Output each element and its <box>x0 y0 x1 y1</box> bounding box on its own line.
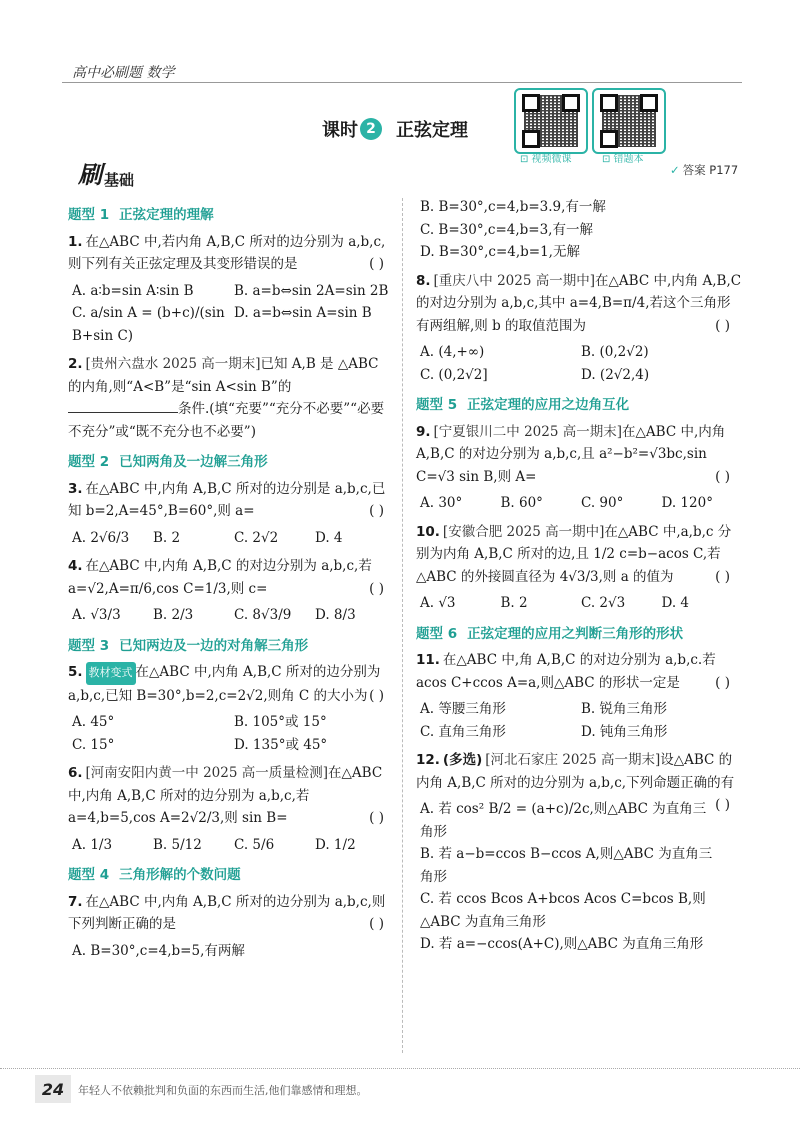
option-c: C. 若 ccos Bcos A+bcos Acos C=bcos B,则△ABC 为直角三角形 <box>420 891 706 930</box>
topic-heading: 题型 6 正弦定理的应用之判断三角形的形状 <box>416 625 684 642</box>
option-b: B. (0,2√2) <box>581 344 649 360</box>
qr-finder <box>640 94 658 112</box>
option-a: A. 1/3 <box>72 836 113 853</box>
question-11: 11. 在△ABC 中,角 A,B,C 的对边分别为 a,b,c.若 acos C+ccos A=a,则△ABC 的形状一定是 ( ) A. 等腰三角形 B. 锐角三角形 C. 直角三角形 D. 钝角三角形 <box>416 649 742 743</box>
options <box>420 341 742 386</box>
question-7-cont <box>416 196 742 264</box>
lesson-number-badge: 2 <box>360 118 382 140</box>
question-text: 在△ABC 中,角 A,B,C 的对边分别为 a,b,c.若 acos C+ccos A=a,则△ABC 的形状一定是 <box>416 652 716 691</box>
answer-blank: ( ) <box>369 580 384 597</box>
qr-video-label: ⊡ 视频微课 <box>520 154 572 165</box>
answer-blank: ( ) <box>715 317 730 334</box>
qr-finder <box>562 94 580 112</box>
question-text: 在△ABC 中,内角 A,B,C 所对的边分别为 a,b,c,已知 B=30°,b=2,c=2√2,则角 C 的大小为 <box>68 664 381 704</box>
question-8: 8. [重庆八中 2025 高一期中]在△ABC 中,内角 A,B,C 的对边分别为 a,b,c,其中 a=4,B=π/4,若这个三角形有两组解,则 b 的取值范围为 ( ) A. (4,+∞) B. (0,2√2) C. (0,2√2] D. (2√2,4) <box>416 270 742 387</box>
qr-code-mistakes[interactable] <box>592 88 666 154</box>
question-text: 设△ABC 的内角 A,B,C 所对的边分别为 a,b,c,下列命题正确的有 <box>416 752 735 791</box>
answer-blank: ( ) <box>369 503 384 519</box>
answer-blank: ( ) <box>369 810 384 826</box>
option-c: C. 8√3/9 <box>234 607 292 623</box>
option-b: B. a=b⇔sin 2A=sin 2B <box>234 282 389 299</box>
question-text: 在△ABC 中,内角 A,B,C 所对的边分别为 a,b,c,若 a=4,b=5,cos A=2√2/3,则 sin B= <box>68 765 383 826</box>
textbook-variant-tag: 教材变式 <box>86 662 136 685</box>
question-7: 7. 在△ABC 中,内角 A,B,C 所对的边分别为 a,b,c,则下列判断正确的是 ( ) A. B=30°,c=4,b=5,有两解 <box>68 891 396 963</box>
option-c: C. 5/6 <box>234 836 275 853</box>
option-a: A. 若 cos² B/2 = (a+c)/2c,则△ABC 为直角三角形 <box>420 801 707 840</box>
answer-blank: ( ) <box>715 568 730 585</box>
right-column <box>416 196 742 962</box>
options <box>420 196 742 264</box>
option-a: A. (4,+∞) <box>420 344 485 360</box>
option-a: A. √3 <box>420 595 456 611</box>
option-c: C. B=30°,c=4,b=3,有一解 <box>420 221 593 238</box>
topic-heading: 题型 1 正弦定理的理解 <box>68 207 214 223</box>
answer-blank: ( ) <box>369 687 384 704</box>
header-rule <box>62 82 742 83</box>
column-divider <box>402 198 403 1053</box>
option-d: D. 若 a=−ccos(A+C),则△ABC 为直角三角形 <box>420 936 704 952</box>
question-12: 12. (多选) [河北石家庄 2025 高一期末]设△ABC 的内角 A,B,C 所对的边分别为 a,b,c,下列命题正确的有 ( ) A. 若 cos² B/2 = (a+c)/2c,则△ABC 为直角三角形 B. 若 a−b=ccos B−ccos A,则△ABC 为直角三角形 C. 若 ccos Bcos A+bcos Acos C=bcos B,则△ABC 为直角三角形 D. 若 a=−ccos(A+C),则△ABC 为直角三角形 <box>416 749 742 956</box>
options <box>420 698 742 743</box>
answer-blank: ( ) <box>715 674 730 691</box>
option-b: B. B=30°,c=4,b=3.9,有一解 <box>420 199 606 215</box>
option-c: C. 2√2 <box>234 529 279 546</box>
question-source: [贵州六盘水 2025 高一期末] <box>85 356 261 372</box>
option-d: D. 4 <box>661 595 690 611</box>
question-2: 2. [贵州六盘水 2025 高一期末]已知 A,B 是 △ABC 的内角,则“A<B”是“sin A<sin B”的 条件.(填“充要”“充分不必要”“必要不充分”或“既不充分也不必要”) <box>68 356 385 440</box>
option-a: A. √3/3 <box>72 607 121 623</box>
question-text-cont: 条件.(填“充要”“充分不必要”“必要不充分”或“既不充分也不必要”) <box>68 401 385 440</box>
answer-blank: ( ) <box>369 256 384 272</box>
question-source: [河北石家庄 2025 高一期末] <box>485 752 661 768</box>
question-source: [重庆八中 2025 高一期中] <box>433 272 596 289</box>
option-d: D. 1/2 <box>315 836 356 853</box>
qr-finder <box>522 130 540 148</box>
fill-blank <box>68 412 178 413</box>
qr-finder <box>600 130 618 148</box>
option-a: A. 等腰三角形 <box>420 701 506 717</box>
qr-code-video[interactable] <box>514 88 588 154</box>
footer-motto: 年轻人不依赖批判和负面的东西而生活,他们靠感情和理想。 <box>78 1084 368 1097</box>
option-c: C. 2√3 <box>581 595 626 611</box>
options <box>72 527 396 550</box>
option-c: C. 直角三角形 <box>420 723 506 740</box>
answer-page: 答案 P177 <box>682 163 739 177</box>
question-1: 1. 在△ABC 中,若内角 A,B,C 所对的边分别为 a,b,c,则下列有关正弦定理及其变形错误的是 ( ) A. a∶b=sin A∶sin B B. a=b⇔sin 2A=sin 2B C. a/sin A = (b+c)/(sin B+sin C) D. a=b⇔sin A=sin B <box>68 231 396 348</box>
options <box>72 711 396 756</box>
option-b: B. 2 <box>500 595 528 611</box>
option-d: D. 4 <box>315 529 343 546</box>
answer-blank: ( ) <box>715 797 730 813</box>
options <box>420 592 742 615</box>
answer-blank: ( ) <box>715 468 730 485</box>
answer-blank: ( ) <box>369 916 384 932</box>
option-b: B. 105°或 15° <box>234 714 327 730</box>
option-a: A. 2√6/3 <box>72 529 130 546</box>
section-brush-char: 刷 <box>78 161 102 189</box>
question-4: 4. 在△ABC 中,内角 A,B,C 的对边分别为 a,b,c,若 a=√2,A=π/6,cos C=1/3,则 c= ( ) A. √3/3 B. 2/3 C. 8√3/9 D. 8/3 <box>68 555 396 627</box>
topic-heading: 题型 4 三角形解的个数问题 <box>68 867 241 883</box>
question-text: 在△ABC 中,a,b,c 分别为内角 A,B,C 所对的边,且 1/2 c=b−acos C,若△ABC 的外接圆直径为 4√3/3,则 a 的值为 <box>416 523 732 585</box>
book-title: 高中必刷题 数学 <box>72 65 175 81</box>
option-c: C. a/sin A = (b+c)/(sin B+sin C) <box>72 305 225 344</box>
question-text: 已知 A,B 是 △ABC 的内角,则“A<B”是“sin A<sin B”的 <box>68 356 379 395</box>
option-a: A. a∶b=sin A∶sin B <box>72 282 194 299</box>
question-10: 10. [安徽合肥 2025 高一期中]在△ABC 中,a,b,c 分别为内角 A,B,C 所对的边,且 1/2 c=b−acos C,若△ABC 的外接圆直径为 4√3/3,则 a 的值为 ( ) A. √3 B. 2 C. 2√3 D. 4 <box>416 521 742 615</box>
option-c: C. 90° <box>581 495 624 511</box>
topic-heading: 题型 3 已知两边及一边的对角解三角形 <box>68 637 309 654</box>
qr-mistakes-label: ⊡ 错题本 <box>602 154 644 165</box>
check-icon: ✓ <box>670 163 680 177</box>
option-d: D. B=30°,c=4,b=1,无解 <box>420 244 580 260</box>
section-heading <box>78 155 134 190</box>
option-a: A. 30° <box>420 495 463 511</box>
question-text: 在△ABC 中,内角 A,B,C 所对的边分别为 a,b,c,则下列判断正确的是 <box>68 893 386 932</box>
options <box>420 492 742 515</box>
option-b: B. 60° <box>500 495 543 511</box>
option-d: D. (2√2,4) <box>581 366 650 383</box>
question-5: 5. 教材变式 在△ABC 中,内角 A,B,C 所对的边分别为 a,b,c,已知 B=30°,b=2,c=2√2,则角 C 的大小为 ( ) A. 45° B. 105°或 15° C. 15° D. 135°或 45° <box>68 661 396 756</box>
option-b: B. 锐角三角形 <box>581 701 668 717</box>
left-column <box>68 196 396 968</box>
page-number: 24 <box>35 1075 71 1103</box>
qr-finder <box>522 94 540 112</box>
option-b: B. 2/3 <box>153 607 194 623</box>
option-d: D. 8/3 <box>315 607 356 623</box>
question-source: [安徽合肥 2025 高一期中] <box>442 523 605 540</box>
option-b: B. 5/12 <box>153 836 202 853</box>
footer-rule <box>0 1068 800 1069</box>
answer-reference[interactable] <box>670 162 738 178</box>
question-3: 3. 在△ABC 中,内角 A,B,C 所对的边分别是 a,b,c,已知 b=2,A=45°,B=60°,则 a= ( ) A. 2√6/3 B. 2 C. 2√2 D. 4 <box>68 478 396 550</box>
options <box>420 798 715 956</box>
options <box>72 280 396 348</box>
option-d: D. 120° <box>661 495 713 511</box>
options <box>72 940 396 963</box>
option-b: B. 2 <box>153 529 181 546</box>
question-text: 在△ABC 中,内角 A,B,C 的对边分别为 a,b,c,其中 a=4,B=π/4,若这个三角形有两组解,则 b 的取值范围为 <box>416 272 742 334</box>
option-d: D. a=b⇔sin A=sin B <box>234 305 372 321</box>
question-text: 在△ABC 中,内角 A,B,C 的对边分别为 a,b,c,且 a²−b²=√3bc,sin C=√3 sin B,则 A= <box>416 423 726 485</box>
option-a: A. 45° <box>72 714 115 730</box>
option-d: D. 135°或 45° <box>234 736 328 753</box>
lesson-name: 正弦定理 <box>396 120 468 141</box>
lesson-title <box>322 116 468 142</box>
option-d: D. 钝角三角形 <box>581 723 668 740</box>
question-9: 9. [宁夏银川二中 2025 高一期末]在△ABC 中,内角 A,B,C 的对边分别为 a,b,c,且 a²−b²=√3bc,sin C=√3 sin B,则 A= ( ) A. 30° B. 60° C. 90° D. 120° <box>416 421 742 515</box>
question-text: 在△ABC 中,内角 A,B,C 所对的边分别是 a,b,c,已知 b=2,A=45°,B=60°,则 a= <box>68 480 386 519</box>
qr-finder <box>600 94 618 112</box>
topic-heading: 题型 2 已知两角及一边解三角形 <box>68 454 268 470</box>
multi-select-tag: (多选) <box>442 752 483 768</box>
option-c: C. (0,2√2] <box>420 366 488 383</box>
question-text: 在△ABC 中,内角 A,B,C 的对边分别为 a,b,c,若 a=√2,A=π/6,cos C=1/3,则 c= <box>68 558 372 597</box>
option-c: C. 15° <box>72 736 115 753</box>
question-text: 在△ABC 中,若内角 A,B,C 所对的边分别为 a,b,c,则下列有关正弦定理及其变形错误的是 <box>68 233 386 272</box>
option-b: B. 若 a−b=ccos B−ccos A,则△ABC 为直角三角形 <box>420 846 713 885</box>
question-6: 6. [河南安阳内黄一中 2025 高一质量检测]在△ABC 中,内角 A,B,C 所对的边分别为 a,b,c,若 a=4,b=5,cos A=2√2/3,则 sin B= ( ) A. 1/3 B. 5/12 C. 5/6 D. 1/2 <box>68 762 396 856</box>
question-source: [宁夏银川二中 2025 高一期末] <box>433 423 623 440</box>
options <box>72 834 396 857</box>
topic-heading: 题型 5 正弦定理的应用之边角互化 <box>416 397 630 413</box>
section-label: 基础 <box>104 171 135 189</box>
lesson-prefix: 课时 <box>322 120 358 141</box>
question-source: [河南安阳内黄一中 2025 高一质量检测] <box>85 765 329 781</box>
option-a: A. B=30°,c=4,b=5,有两解 <box>72 942 245 959</box>
options <box>72 604 396 627</box>
